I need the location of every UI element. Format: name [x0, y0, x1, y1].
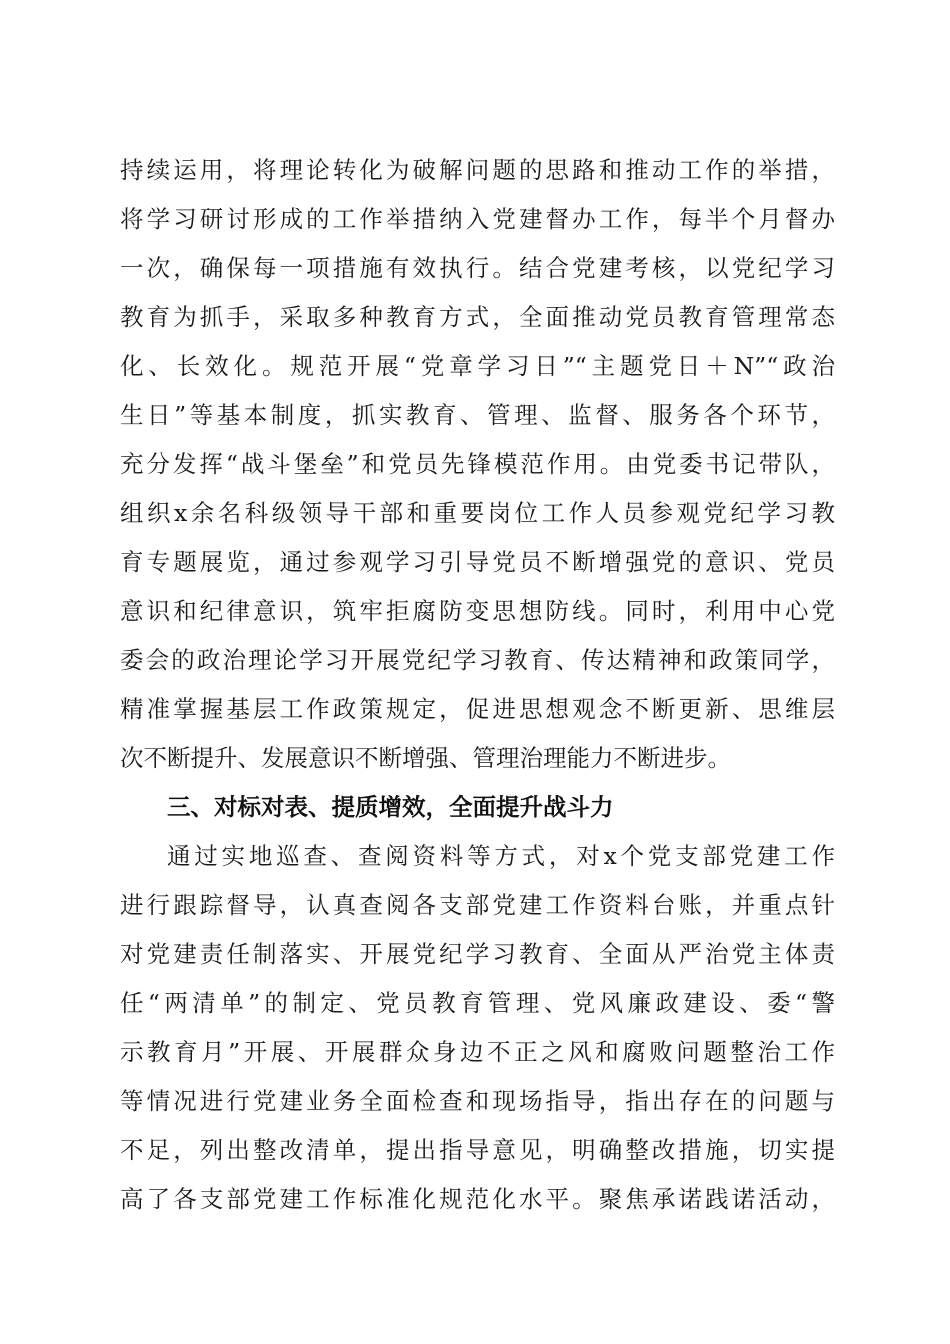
paragraph-line: 化、长效化。规范开展“党章学习日”“主题党日＋N”“政治: [120, 352, 835, 380]
paragraph-line: 组织x余名科级领导干部和重要岗位工作人员参观党纪学习教: [120, 499, 835, 527]
paragraph-1: [120, 146, 835, 783]
paragraph-line: 不足，列出整改清单，提出指导意见，明确整改措施，切实提: [120, 1136, 835, 1164]
paragraph-line: 精准掌握基层工作政策规定，促进思想观念不断更新、思维层: [120, 695, 835, 723]
paragraph-line: 持续运用，将理论转化为破解问题的思路和推动工作的举措，: [120, 156, 835, 184]
section-heading: 三、对标对表、提质增效，全面提升战斗力: [167, 793, 614, 821]
paragraph-line: 将学习研讨形成的工作举措纳入党建督办工作，每半个月督办: [120, 205, 835, 233]
paragraph-line: 育专题展览，通过参观学习引导党员不断增强党的意识、党员: [120, 548, 835, 576]
paragraph-2: [120, 832, 835, 1224]
paragraph-line: 进行跟踪督导，认真查阅各支部党建工作资料台账，并重点针: [120, 891, 835, 919]
paragraph-line: 高了各支部党建工作标准化规范化水平。聚焦承诺践诺活动，: [120, 1185, 835, 1213]
paragraph-line: 通过实地巡查、查阅资料等方式，对x个党支部党建工作: [167, 842, 835, 870]
paragraph-line: 一次，确保每一项措施有效执行。结合党建考核，以党纪学习: [120, 254, 835, 282]
paragraph-line: 对党建责任制落实、开展党纪学习教育、全面从严治党主体责: [120, 940, 835, 968]
paragraph-line: 生日”等基本制度，抓实教育、管理、监督、服务各个环节，: [120, 401, 835, 429]
paragraph-line: 教育为抓手，采取多种教育方式，全面推动党员教育管理常态: [120, 303, 835, 331]
paragraph-line: 等情况进行党建业务全面检查和现场指导，指出存在的问题与: [120, 1087, 835, 1115]
paragraph-line: 委会的政治理论学习开展党纪学习教育、传达精神和政策同学，: [120, 646, 835, 674]
paragraph-line: 次不断提升、发展意识不断增强、管理治理能力不断进步。: [120, 744, 731, 772]
paragraph-line: 任“两清单”的制定、党员教育管理、党风廉政建设、委“警: [120, 989, 835, 1017]
body-text: [120, 146, 835, 1224]
paragraph-line: 意识和纪律意识，筑牢拒腐防变思想防线。同时，利用中心党: [120, 597, 835, 625]
paragraph-line: 充分发挥“战斗堡垒”和党员先锋模范作用。由党委书记带队，: [120, 450, 835, 478]
paragraph-line: 示教育月”开展、开展群众身边不正之风和腐败问题整治工作: [120, 1038, 835, 1066]
